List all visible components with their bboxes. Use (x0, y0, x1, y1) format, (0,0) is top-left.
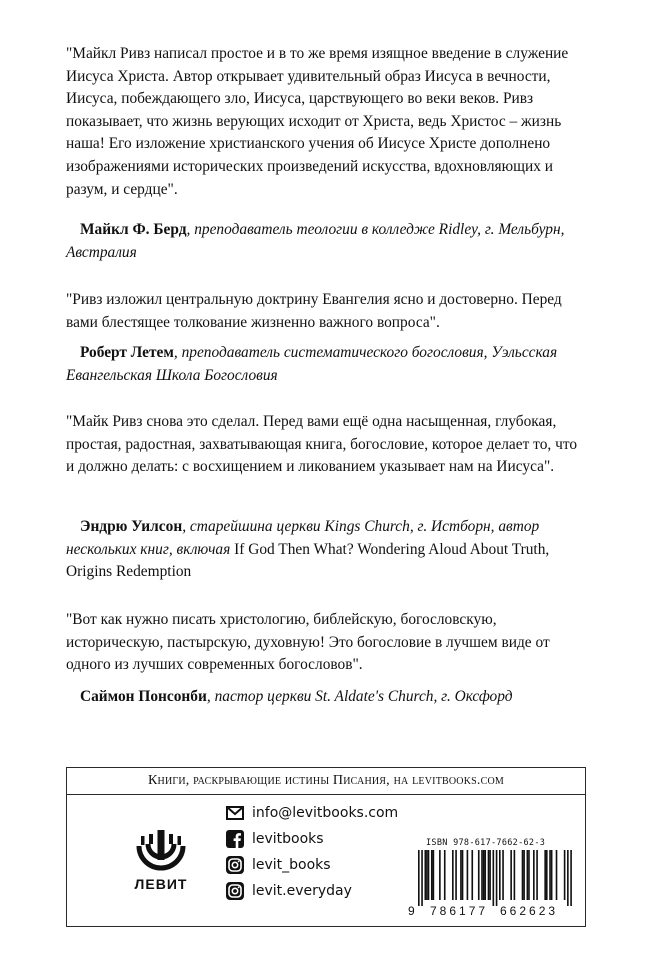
barcode-bar (528, 850, 530, 900)
publisher-site-link[interactable]: levitbooks.com (412, 773, 504, 788)
barcode-bar (567, 850, 569, 906)
barcode-bar (460, 850, 462, 900)
barcode-bars (404, 850, 575, 906)
isbn-barcode (404, 838, 575, 918)
barcode-bar (523, 850, 525, 900)
barcode-bar (484, 850, 486, 900)
publisher-box (66, 767, 586, 927)
barcode-bar (570, 850, 572, 906)
barcode-bar (536, 850, 538, 900)
contact-list (226, 800, 426, 904)
quote-2-attribution (66, 342, 586, 387)
ean-digits (404, 904, 575, 918)
publisher-box-header (67, 768, 585, 795)
mail-icon (226, 804, 244, 822)
barcode-bar (546, 850, 548, 900)
contact-instagram-1[interactable] (226, 852, 426, 878)
barcode-bar (489, 850, 491, 900)
barcode-bar (428, 850, 430, 900)
quote-2-text: "Ривз изложил центральную доктрину Евангелия ясно и достоверно. Перед вами блестящее толкование жизненно важного вопроса". (66, 291, 562, 331)
barcode-bar (444, 850, 446, 900)
barcode-bar (514, 850, 516, 900)
barcode-bar (533, 850, 535, 900)
quote-1-author: Майкл Ф. Берд (80, 221, 187, 238)
quote-4-role: , пастор церкви St. Aldate's Church, г. Оксфорд (206, 688, 513, 705)
contact-email-label: info@levitbooks.com (252, 805, 399, 821)
barcode-bar (431, 850, 433, 900)
quote-3-attribution (66, 516, 586, 584)
levit-logo-icon (133, 828, 189, 874)
contact-instagram-2-label: levit.everyday (252, 883, 352, 899)
ean-left-group: 786177 (430, 904, 489, 918)
barcode-bar (496, 850, 498, 906)
barcode-bar (510, 850, 512, 900)
barcode-bar (462, 850, 464, 900)
contact-instagram-2[interactable] (226, 878, 426, 904)
quote-1-attribution (66, 219, 586, 264)
barcode-bar (483, 850, 485, 900)
barcode-bar (544, 850, 546, 900)
barcode-bar (478, 850, 480, 900)
quote-3-role: , старейшина церкви Kings Church, г. Истборн, автор нескольких книг, включая (66, 518, 540, 558)
quote-4-text: "Вот как нужно писать христологию, библейскую, богословскую, историческую, пастырскую, духовную! Это богословие в лучшем виде от одного из лучших современных богословов". (66, 611, 550, 674)
barcode-bar (455, 850, 457, 900)
barcode-bar (471, 850, 473, 900)
instagram-icon (226, 882, 244, 900)
barcode-bar (488, 850, 490, 900)
barcode-bar (467, 850, 469, 900)
facebook-icon (226, 830, 244, 848)
barcode-bar (502, 850, 504, 900)
contact-email[interactable] (226, 800, 426, 826)
barcode-bar (452, 850, 454, 900)
quote-2-author: Роберт Летем (80, 344, 174, 361)
barcode-bar (551, 850, 553, 900)
quote-1-text: "Майкл Ривз написал простое и в то же время изящное введение в служение Иисуса Христа. Автор открывает удивительный образ Иисуса в вечности, Иисуса, побеждающего зло, Иисуса, царствующего во веки веков. Ривз показывает, что жизнь верующих исходит от Христа, ведь Христос – жизнь наша! Его изложение христианского учения об Иисусе Христе дополнено изображениями исторических произведений искусства, вдохновляющих и разум, и сердце". (66, 45, 569, 198)
contact-facebook-label: levitbooks (252, 831, 324, 847)
quote-3-text: "Майк Ривз снова это сделал. Перед вами ещё одна насыщенная, глубокая, простая, радостная, захватывающая книга, богословие, которое делает то, что и должно делать: с восхищением и ликованием указывает нам на Иисуса". (66, 413, 578, 476)
barcode-bar (426, 850, 428, 900)
contact-instagram-1-label: levit_books (252, 857, 331, 873)
barcode-bar (499, 850, 501, 900)
barcode-bar (424, 850, 426, 900)
barcode-bar (527, 850, 529, 900)
instagram-icon (226, 856, 244, 874)
barcode-bar (522, 850, 524, 900)
quote-3-book: If God Then What? Wondering Aloud About Truth, Origins Redemption (66, 540, 550, 581)
isbn-number: ISBN 978-617-7662-62-3 (426, 838, 546, 848)
publisher-tagline: Книги, раскрывающие истины Писания, на (148, 773, 413, 788)
quote-2-role: , преподаватель систематического богословия, Уэльсская Евангельская Школа Богословия (66, 344, 558, 384)
quote-4-author: Саймон Понсонби (80, 688, 207, 705)
quote-3-author: Эндрю Уилсон (80, 518, 183, 535)
barcode-bar (421, 850, 423, 906)
publisher-logo (125, 828, 197, 892)
barcode-bar (493, 850, 495, 906)
publisher-logo-text: ЛЕВИТ (134, 876, 188, 892)
barcode-bar (549, 850, 551, 900)
barcode-bar (481, 850, 483, 900)
ean-first-digit: 9 (408, 904, 415, 918)
ean-right-group: 662623 (500, 904, 559, 918)
quote-4-attribution (66, 686, 586, 709)
quote-1-role: , преподаватель теологии в колледже Ridley, г. Мельбурн, Австралия (66, 221, 565, 261)
barcode-bar (439, 850, 441, 900)
barcode-bar (433, 850, 435, 900)
barcode-bar (418, 850, 420, 906)
barcode-bar (564, 850, 566, 900)
contact-facebook[interactable] (226, 826, 426, 852)
barcode-bar (556, 850, 558, 900)
